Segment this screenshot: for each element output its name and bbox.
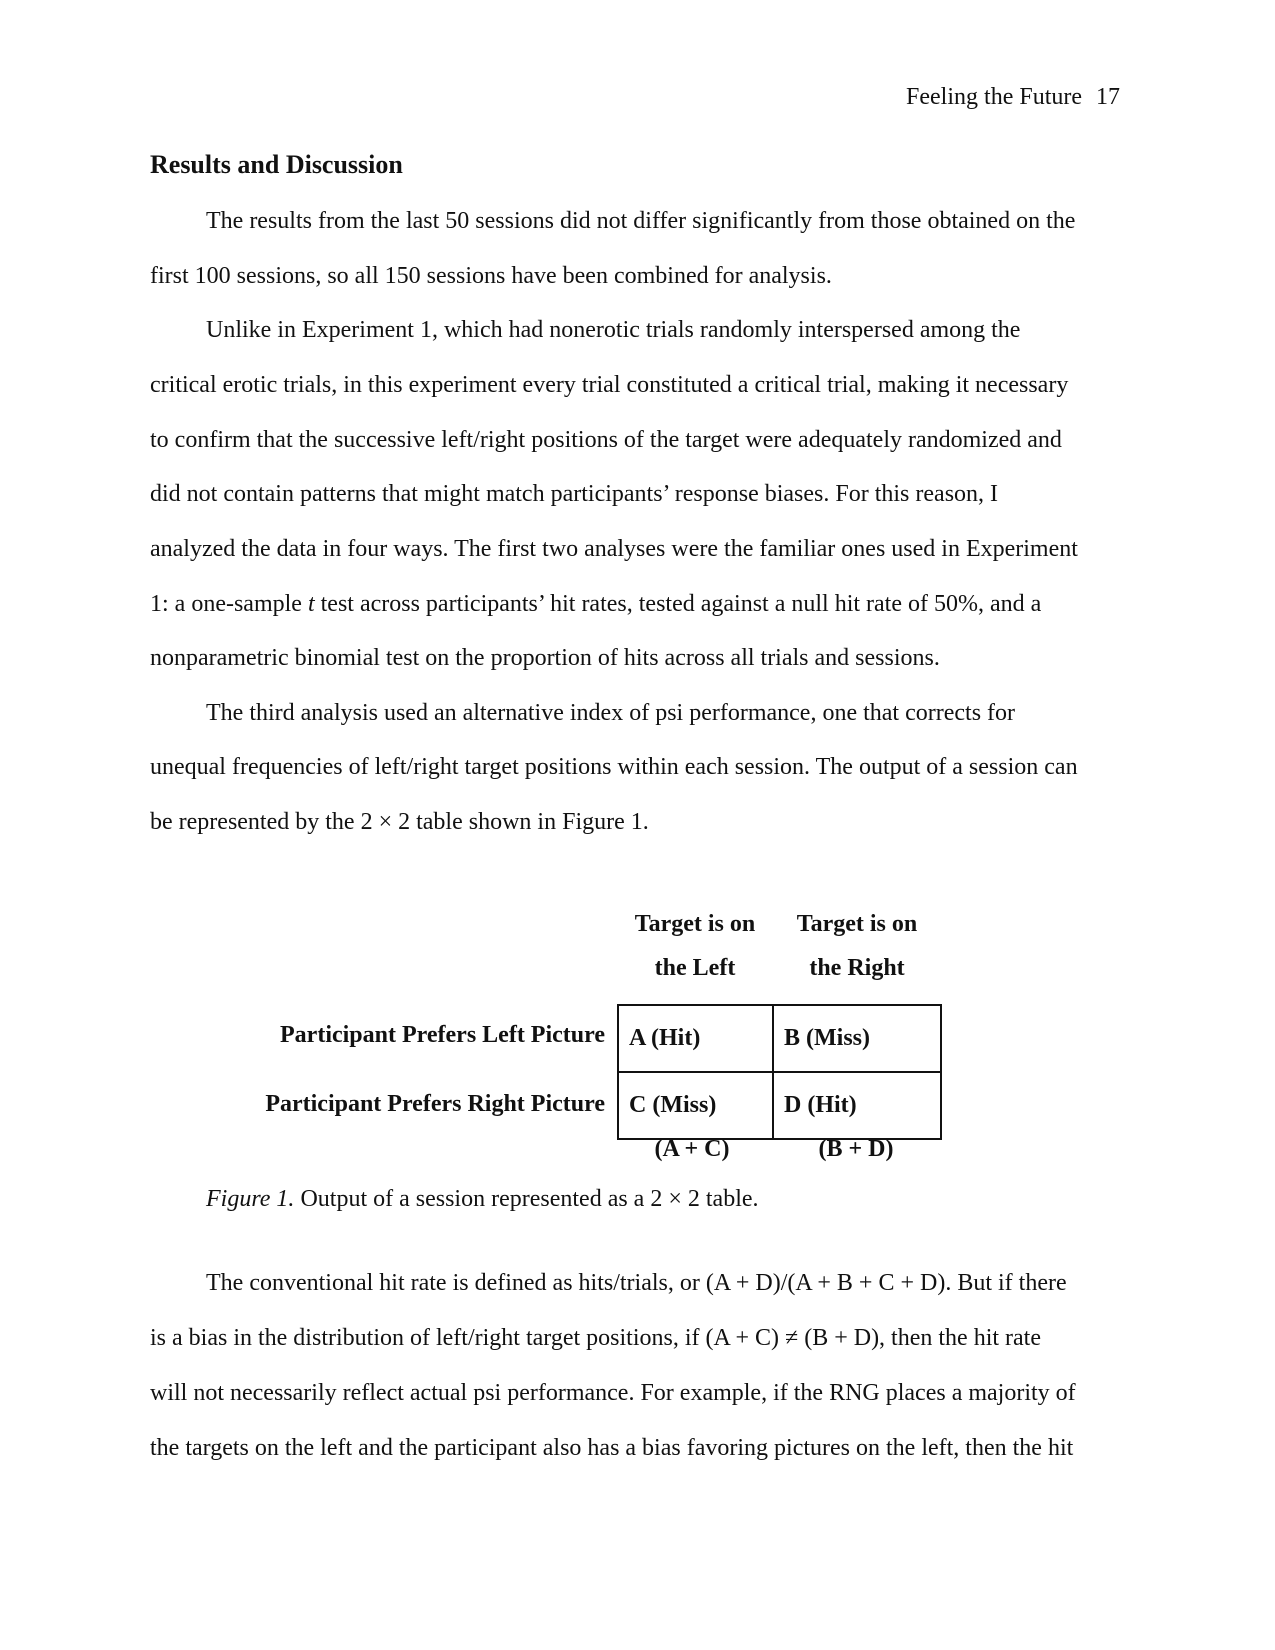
body-line: to confirm that the successive left/right positions of the target were adequately randomized and bbox=[150, 427, 1062, 453]
figure-caption bbox=[206, 1186, 759, 1213]
body-text-segment: 1: a one-sample bbox=[150, 591, 308, 617]
cell-b: B (Miss) bbox=[773, 1005, 941, 1072]
body-line: first 100 sessions, so all 150 sessions have been combined for analysis. bbox=[150, 263, 832, 289]
column-header-line: Target is on bbox=[634, 911, 756, 937]
body-line: The conventional hit rate is defined as hits/trials, or (A + D)/(A + B + C + D). But if there bbox=[206, 1270, 1067, 1296]
body-line: will not necessarily reflect actual psi performance. For example, if the RNG places a majority of bbox=[150, 1380, 1076, 1406]
column-total-left: (A + C) bbox=[654, 1136, 730, 1162]
caption-text: Output of a session represented as a 2 × 2 table. bbox=[294, 1186, 759, 1212]
body-line: the targets on the left and the participant also has a bias favoring pictures on the left, then the hit bbox=[150, 1435, 1074, 1461]
body-line: The third analysis used an alternative index of psi performance, one that corrects for bbox=[206, 700, 1016, 726]
body-line: did not contain patterns that might match participants’ response biases. For this reason, I bbox=[150, 481, 999, 507]
contingency-table bbox=[617, 1004, 942, 1140]
italic-t: t bbox=[307, 591, 315, 617]
body-line: is a bias in the distribution of left/right target positions, if (A + C) ≠ (B + D), then the hit rate bbox=[150, 1325, 1041, 1351]
caption-label: Figure 1. bbox=[206, 1186, 295, 1212]
cell-c: C (Miss) bbox=[618, 1072, 773, 1139]
column-header-right bbox=[772, 902, 942, 990]
column-header-line: the Right bbox=[809, 955, 905, 981]
row-label-left-picture: Participant Prefers Left Picture bbox=[280, 1022, 605, 1048]
page-number: 17 bbox=[1096, 84, 1120, 110]
section-heading: Results and Discussion bbox=[150, 150, 403, 179]
table-row bbox=[618, 1005, 941, 1072]
running-title: Feeling the Future bbox=[906, 84, 1082, 110]
column-header-line: the Left bbox=[654, 955, 736, 981]
cell-d: D (Hit) bbox=[773, 1072, 941, 1139]
body-line: analyzed the data in four ways. The first two analyses were the familiar ones used in Experiment bbox=[150, 536, 1078, 562]
cell-a: A (Hit) bbox=[618, 1005, 773, 1072]
row-label-right-picture: Participant Prefers Right Picture bbox=[265, 1091, 605, 1117]
body-line: nonparametric binomial test on the proportion of hits across all trials and sessions. bbox=[150, 645, 940, 671]
body-line-mixed bbox=[150, 589, 1041, 619]
body-line: be represented by the 2 × 2 table shown in Figure 1. bbox=[150, 809, 649, 835]
column-header-line: Target is on bbox=[796, 911, 918, 937]
column-total-right: (B + D) bbox=[818, 1136, 894, 1162]
table-row bbox=[618, 1072, 941, 1139]
body-line: Unlike in Experiment 1, which had nonerotic trials randomly interspersed among the bbox=[206, 317, 1021, 343]
column-header-left bbox=[610, 902, 780, 990]
body-line: critical erotic trials, in this experiment every trial constituted a critical trial, making it necessary bbox=[150, 372, 1069, 398]
body-line: unequal frequencies of left/right target positions within each session. The output of a session can bbox=[150, 754, 1078, 780]
body-line: The results from the last 50 sessions did not differ significantly from those obtained on the bbox=[206, 208, 1076, 234]
body-text-segment: test across participants’ hit rates, tested against a null hit rate of 50%, and a bbox=[314, 591, 1042, 617]
running-head bbox=[700, 84, 1120, 111]
